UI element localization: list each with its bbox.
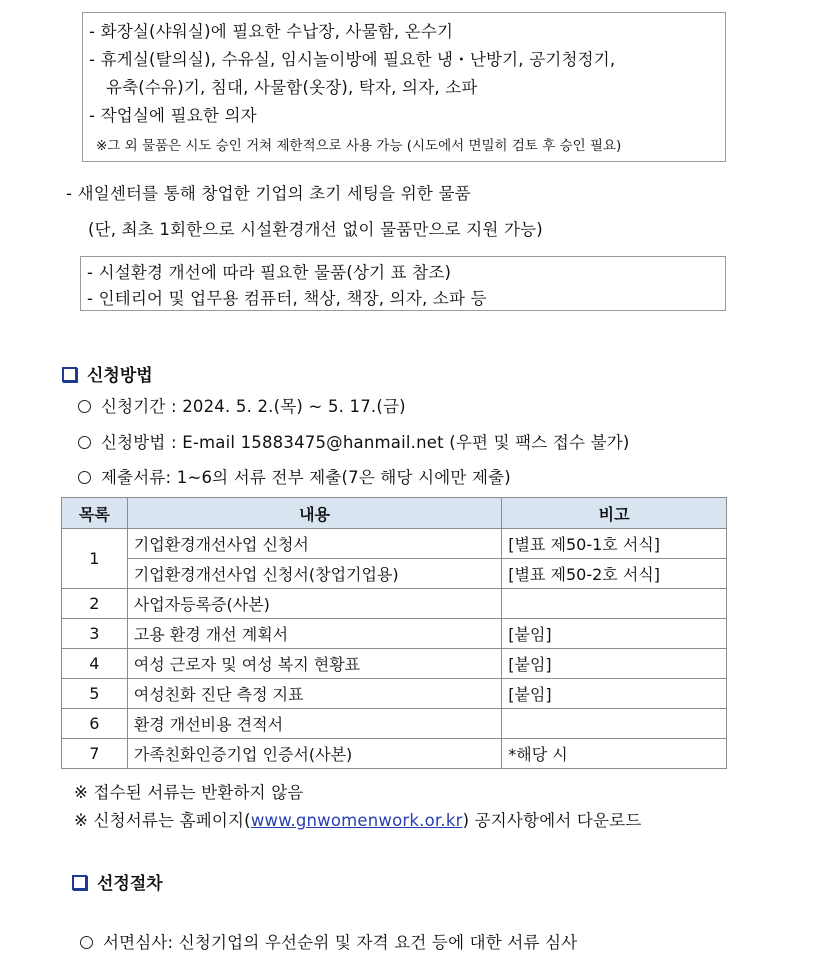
checkbox-square-icon [72, 875, 87, 890]
row-note [502, 589, 727, 619]
selection-review-text: 서면심사: 신청기업의 우선순위 및 자격 요건 등에 대한 서류 심사 [103, 933, 578, 952]
table-row [62, 559, 727, 589]
table-row [62, 619, 727, 649]
row-content: 가족친화인증기업 인증서(사본) [127, 739, 502, 769]
download-suffix: ) 공지사항에서 다운로드 [462, 811, 642, 830]
startup-title: - 새일센터를 통해 창업한 기업의 초기 세팅을 위한 물품 [66, 184, 471, 203]
row-number: 5 [62, 679, 128, 709]
note-download [74, 807, 641, 831]
row-content: 기업환경개선사업 신청서(창업기업용) [127, 559, 502, 589]
table-row [62, 709, 727, 739]
table-header-content: 내용 [127, 498, 502, 529]
table-row [62, 529, 727, 559]
row-note: [별표 제50-2호 서식] [502, 559, 727, 589]
row-content: 사업자등록증(사본) [127, 589, 502, 619]
box1-line-4: - 작업실에 필요한 의자 [89, 106, 257, 125]
table-row [62, 649, 727, 679]
table-header-row [62, 498, 727, 529]
box1-line-1: - 화장실(샤워실)에 필요한 수납장, 사물함, 온수기 [89, 22, 454, 41]
required-documents-table [61, 497, 727, 769]
row-number: 7 [62, 739, 128, 769]
table-row [62, 679, 727, 709]
row-content: 고용 환경 개선 계획서 [127, 619, 502, 649]
apply-method-text: 신청방법 : E-mail 15883475@hanmail.net (우편 및 팩스 접수 불가) [101, 433, 630, 452]
selection-heading [72, 869, 163, 894]
startup-box-line-2: - 인테리어 및 업무용 컴퓨터, 책상, 책장, 의자, 소파 등 [87, 289, 487, 308]
box1-line-3: 유축(수유)기, 침대, 사물함(옷장), 탁자, 의자, 소파 [106, 78, 478, 97]
note-not-returned: ※ 접수된 서류는 반환하지 않음 [74, 783, 304, 802]
apply-heading [62, 361, 153, 386]
apply-heading-text: 신청방법 [87, 366, 153, 386]
apply-period-text: 신청기간 : 2024. 5. 2.(목) ~ 5. 17.(금) [101, 397, 406, 416]
table-header-note: 비고 [502, 498, 727, 529]
apply-method [78, 429, 630, 453]
startup-subtitle: (단, 최초 1회한으로 시설환경개선 없이 물품만으로 지원 가능) [88, 220, 543, 239]
row-number: 6 [62, 709, 128, 739]
table-row [62, 739, 727, 769]
circle-bullet-icon [78, 436, 91, 449]
row-number: 1 [62, 529, 128, 589]
row-note: [붙임] [502, 619, 727, 649]
row-content: 여성친화 진단 측정 지표 [127, 679, 502, 709]
checkbox-square-icon [62, 367, 77, 382]
download-prefix: ※ 신청서류는 홈페이지( [74, 811, 251, 830]
row-content: 기업환경개선사업 신청서 [127, 529, 502, 559]
startup-box-line-1: - 시설환경 개선에 따라 필요한 물품(상기 표 참조) [87, 263, 452, 282]
row-note [502, 709, 727, 739]
row-note: [붙임] [502, 679, 727, 709]
row-note: [별표 제50-1호 서식] [502, 529, 727, 559]
circle-bullet-icon [78, 400, 91, 413]
row-number: 2 [62, 589, 128, 619]
row-note: [붙임] [502, 649, 727, 679]
selection-review [80, 929, 577, 953]
row-note: *해당 시 [502, 739, 727, 769]
apply-period [78, 393, 406, 417]
table-row [62, 589, 727, 619]
box1-note: ※그 외 물품은 시도 승인 거쳐 제한적으로 사용 가능 (시도에서 면밀히 검토 후 승인 필요) [96, 138, 622, 154]
row-content: 여성 근로자 및 여성 복지 현황표 [127, 649, 502, 679]
row-number: 4 [62, 649, 128, 679]
apply-documents-text: 제출서류: 1~6의 서류 전부 제출(7은 해당 시에만 제출) [101, 468, 511, 487]
table-header-list: 목록 [62, 498, 128, 529]
apply-documents [78, 464, 511, 488]
homepage-link[interactable]: www.gnwomenwork.or.kr [250, 811, 463, 830]
selection-heading-text: 선정절차 [97, 874, 163, 894]
circle-bullet-icon [80, 936, 93, 949]
row-content: 환경 개선비용 견적서 [127, 709, 502, 739]
row-number: 3 [62, 619, 128, 649]
box1-line-2: - 휴게실(탈의실), 수유실, 임시놀이방에 필요한 냉・난방기, 공기청정기, [89, 50, 616, 69]
circle-bullet-icon [78, 471, 91, 484]
